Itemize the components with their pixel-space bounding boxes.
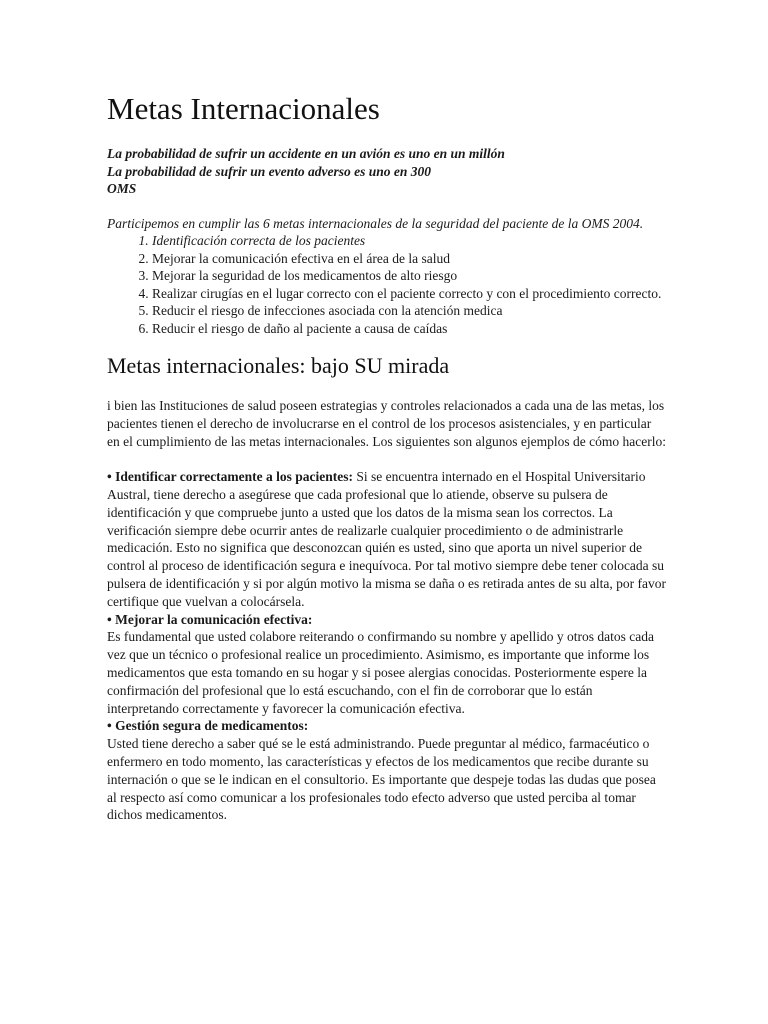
goal-item-4: 4. Realizar cirugías en el lugar correcto con el paciente correcto y con el procedimiento correcto.	[152, 285, 667, 303]
intro-line-2: La probabilidad de sufrir un evento adverso es uno en 300	[107, 163, 432, 179]
goal-item-1: 1. Identificación correcta de los pacientes	[152, 232, 667, 250]
goal-item-3: 3. Mejorar la seguridad de los medicamentos de alto riesgo	[152, 267, 667, 285]
goal-item-5: 5. Reducir el riesgo de infecciones asociada con la atención medica	[152, 302, 667, 320]
goals-list	[107, 232, 667, 337]
intro-block	[107, 145, 667, 198]
item-heading-communication	[107, 611, 667, 629]
goal-item-6: 6. Reducir el riesgo de daño al paciente a causa de caídas	[152, 320, 667, 338]
item-identify-patients	[107, 468, 667, 610]
section-title: Metas internacionales: bajo SU mirada	[107, 353, 450, 378]
item-heading: • Gestión segura de medicamentos:	[107, 718, 309, 734]
item-heading: • Identificar correctamente a los pacientes:	[107, 469, 354, 485]
item-text-medication: Usted tiene derecho a saber qué se le está administrando. Puede preguntar al médico, farmacéutico o enfermero en todo momento, las características y efectos de los medicamentos que recibe durante su internación o que se le indican en el consultorio. Es importante que despeje todas las dudas que posea al respecto así como comunicar a los profesionales todo efecto adverso que usted perciba al tomar dichos medicamentos.	[107, 736, 656, 823]
section-intro: i bien las Instituciones de salud poseen estrategias y controles relacionados a cada una de las metas, los pacientes tienen el derecho de involucrarse en el control de los procesos asistenciales, y en particular en el cumplimiento de las metas internacionales. Los siguientes son algunos ejemplos de cómo hacerlo:	[107, 398, 666, 449]
intro-line-1: La probabilidad de sufrir un accidente en un avión es uno en un millón	[107, 146, 505, 161]
document-page	[107, 90, 667, 824]
goal-item-2: 2. Mejorar la comunicación efectiva en el área de la salud	[152, 250, 667, 268]
intro-line-3: OMS	[107, 181, 137, 196]
page-title: Metas Internacionales	[107, 91, 380, 126]
item-heading-medication	[107, 717, 667, 735]
paragraph-spacer	[107, 450, 667, 468]
item-heading: • Mejorar la comunicación efectiva:	[107, 611, 313, 627]
item-text-communication: Es fundamental que usted colabore reiterando o confirmando su nombre y apellido y otros datos cada vez que un técnico o profesional realice un procedimiento. Asimismo, es importante que informe los medicamentos que esta tomando en su hogar y si posee alergias conocidas. Posteriormente espere la confirmación del profesional que lo está escuchando, con el fin de corroborar que lo están interpretando correctamente y favorecer la comunicación efectiva.	[107, 629, 654, 716]
lead-paragraph: Participemos en cumplir las 6 metas internacionales de la seguridad del paciente de la OMS 2004.	[107, 215, 644, 231]
item-text: Si se encuentra internado en el Hospital Universitario Austral, tiene derecho a asegúrese que cada profesional que lo atiende, observe su pulsera de identificación y que compruebe junto a usted que los datos de la misma sean los correctos. La verificación siempre debe ocurrir antes de realizarle cualquier procedimiento o de administrarle medicación. Esto no significa que desconozcan quién es usted, sino que aporta un nivel superior de control al proceso de identificación segura e inequívoca. Por tal motivo siempre debe tener colocada su pulsera de identificación y si por algún motivo la misma se daña o es retirada antes de su alta, por favor certifique que vuelvan a colocársela.	[107, 469, 666, 609]
